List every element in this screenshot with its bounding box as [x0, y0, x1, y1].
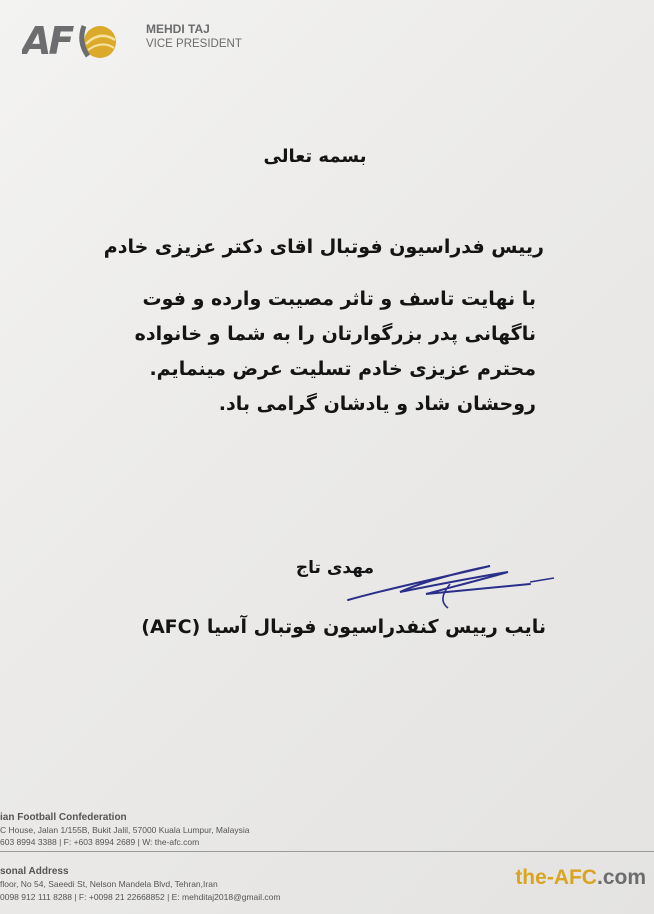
footer-org-contact: 603 8994 3388 | F: +603 8994 2689 | W: the-afc.com — [0, 837, 200, 847]
letter-addressee: رییس فدراسیون فوتبال اقای دکتر عزیزی خادم — [103, 236, 544, 258]
afc-logo-icon — [22, 18, 122, 62]
footer-org-address: C House, Jalan 1/155B, Bukit Jalil, 57000 Kuala Lumpur, Malaysia — [0, 825, 250, 835]
letter-body-line: ناگهانی پدر بزرگوارتان را به شما و خانواده — [134, 323, 536, 345]
svg-text:AF: AF — [22, 19, 72, 62]
website-suffix: .com — [596, 866, 646, 889]
letter-body-line: با نهایت تاسف و تاثر مصیبت وارده و فوت — [142, 288, 536, 310]
letter-body-line: روحشان شاد و یادشان گرامی باد. — [218, 393, 536, 415]
signature-name: مهدی تاج — [295, 558, 374, 578]
footer-org-heading: ian Football Confederation — [0, 812, 127, 823]
signature-title: نایب رییس کنفدراسیون فوتبال آسیا (AFC) — [141, 616, 546, 638]
website-brand: AFC — [553, 866, 597, 889]
website-prefix: the- — [515, 866, 554, 889]
sender-role: VICE PRESIDENT — [146, 38, 242, 50]
letter-salutation: بسمه تعالی — [263, 146, 367, 167]
website-link[interactable] — [515, 866, 646, 890]
footer-personal-heading: sonal Address — [0, 866, 69, 877]
footer-personal-contact: 0098 912 111 8288 | F: +0098 21 22668852 | E: mehditaj2018@gmail.com — [0, 892, 281, 902]
footer-personal-address: floor, No 54, Saeedi St, Nelson Mandela Blvd, Tehran,Iran — [0, 879, 218, 889]
footer-divider — [0, 851, 654, 852]
letter-body-line: محترم عزیزی خادم تسلیت عرض مینمایم. — [149, 358, 536, 380]
sender-name: MEHDI TAJ — [146, 22, 210, 36]
handwritten-signature — [330, 548, 570, 618]
